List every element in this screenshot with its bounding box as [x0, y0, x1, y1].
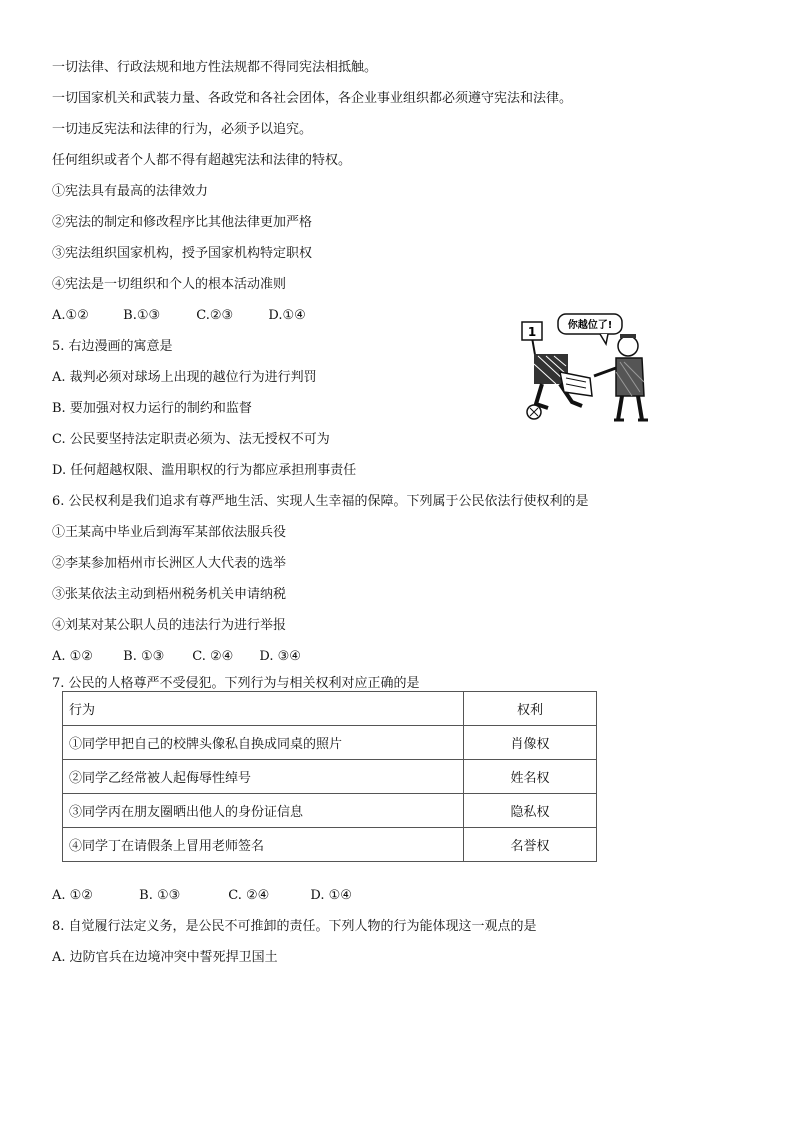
table-cell-right: 姓名权	[464, 760, 597, 794]
q7-option-b: B. ①③	[139, 888, 181, 903]
table-cell-behavior: ④同学丁在请假条上冒用老师签名	[63, 828, 464, 862]
cartoon-drawing	[520, 312, 656, 426]
q6-choice-2: ②李某参加梧州市长洲区人大代表的选举	[52, 556, 287, 571]
q4-choice-1: ①宪法具有最高的法律效力	[52, 184, 209, 199]
q5-option-b: B. 要加强对权力运行的制约和监督	[52, 401, 252, 416]
offside-cartoon	[520, 312, 656, 426]
table-cell-behavior: ③同学丙在朋友圈晒出他人的身份证信息	[63, 794, 464, 828]
cartoon-caption: 你越位了!	[567, 320, 613, 331]
table-header-behavior: 行为	[63, 692, 464, 726]
q6-choice-4: ④刘某对某公职人员的违法行为进行举报	[52, 618, 287, 633]
q6-option-b: B. ①③	[123, 649, 165, 664]
q5-stem: 5. 右边漫画的寓意是	[52, 339, 173, 354]
q4-option-b: B.①③	[123, 308, 161, 323]
q7-option-c: C. ②④	[228, 888, 270, 903]
q4-option-d: D.①④	[268, 308, 306, 323]
table-cell-behavior: ②同学乙经常被人起侮辱性绰号	[63, 760, 464, 794]
table-header-row	[63, 692, 597, 726]
statement-4: 任何组织或者个人都不得有超越宪法和法律的特权。	[52, 153, 352, 168]
table-row	[63, 828, 597, 862]
table-row	[63, 794, 597, 828]
q4-option-a: A.①②	[52, 308, 89, 323]
q4-option-c: C.②③	[196, 308, 234, 323]
q6-choice-3: ③张某依法主动到梧州税务机关申请纳税	[52, 587, 287, 602]
q5-option-a: A. 裁判必须对球场上出现的越位行为进行判罚	[52, 370, 317, 385]
table-cell-right: 隐私权	[464, 794, 597, 828]
q7-options	[52, 887, 352, 905]
table-cell-behavior: ①同学甲把自己的校牌头像私自换成同桌的照片	[63, 726, 464, 760]
q5-option-c: C. 公民要坚持法定职责必须为、法无授权不可为	[52, 432, 330, 447]
statement-3: 一切违反宪法和法律的行为，必须予以追究。	[52, 122, 313, 137]
q5-option-d: D. 任何超越权限、滥用职权的行为都应承担刑事责任	[52, 463, 357, 478]
q7-option-d: D. ①④	[310, 888, 352, 903]
cartoon-flag-number: 1	[527, 325, 537, 339]
q6-stem: 6. 公民权利是我们追求有尊严地生活、实现人生幸福的保障。下列属于公民依法行使权利的是	[52, 494, 589, 509]
table-cell-right: 肖像权	[464, 726, 597, 760]
q6-option-c: C. ②④	[192, 649, 234, 664]
q7-option-a: A. ①②	[52, 888, 93, 903]
table-row	[63, 760, 597, 794]
q7-stem: 7. 公民的人格尊严不受侵犯。下列行为与相关权利对应正确的是	[52, 676, 420, 691]
q8-option-a: A. 边防官兵在边境冲突中誓死捍卫国土	[52, 950, 278, 965]
statement-1: 一切法律、行政法规和地方性法规都不得同宪法相抵触。	[52, 60, 378, 75]
table-cell-right: 名誉权	[464, 828, 597, 862]
q7-table	[62, 691, 597, 862]
q6-option-a: A. ①②	[52, 649, 93, 664]
q4-options	[52, 307, 306, 325]
q6-choice-1: ①王某高中毕业后到海军某部依法服兵役	[52, 525, 287, 540]
statement-2: 一切国家机关和武装力量、各政党和各社会团体，各企业事业组织都必须遵守宪法和法律。	[52, 91, 573, 106]
q6-option-d: D. ③④	[259, 649, 301, 664]
q4-choice-4: ④宪法是一切组织和个人的根本活动准则	[52, 277, 287, 292]
table-row	[63, 726, 597, 760]
q4-choice-2: ②宪法的制定和修改程序比其他法律更加严格	[52, 215, 313, 230]
table-header-right: 权利	[464, 692, 597, 726]
q4-choice-3: ③宪法组织国家机构，授予国家机构特定职权	[52, 246, 313, 261]
q6-options	[52, 648, 301, 666]
q8-stem: 8. 自觉履行法定义务，是公民不可推卸的责任。下列人物的行为能体现这一观点的是	[52, 919, 537, 934]
